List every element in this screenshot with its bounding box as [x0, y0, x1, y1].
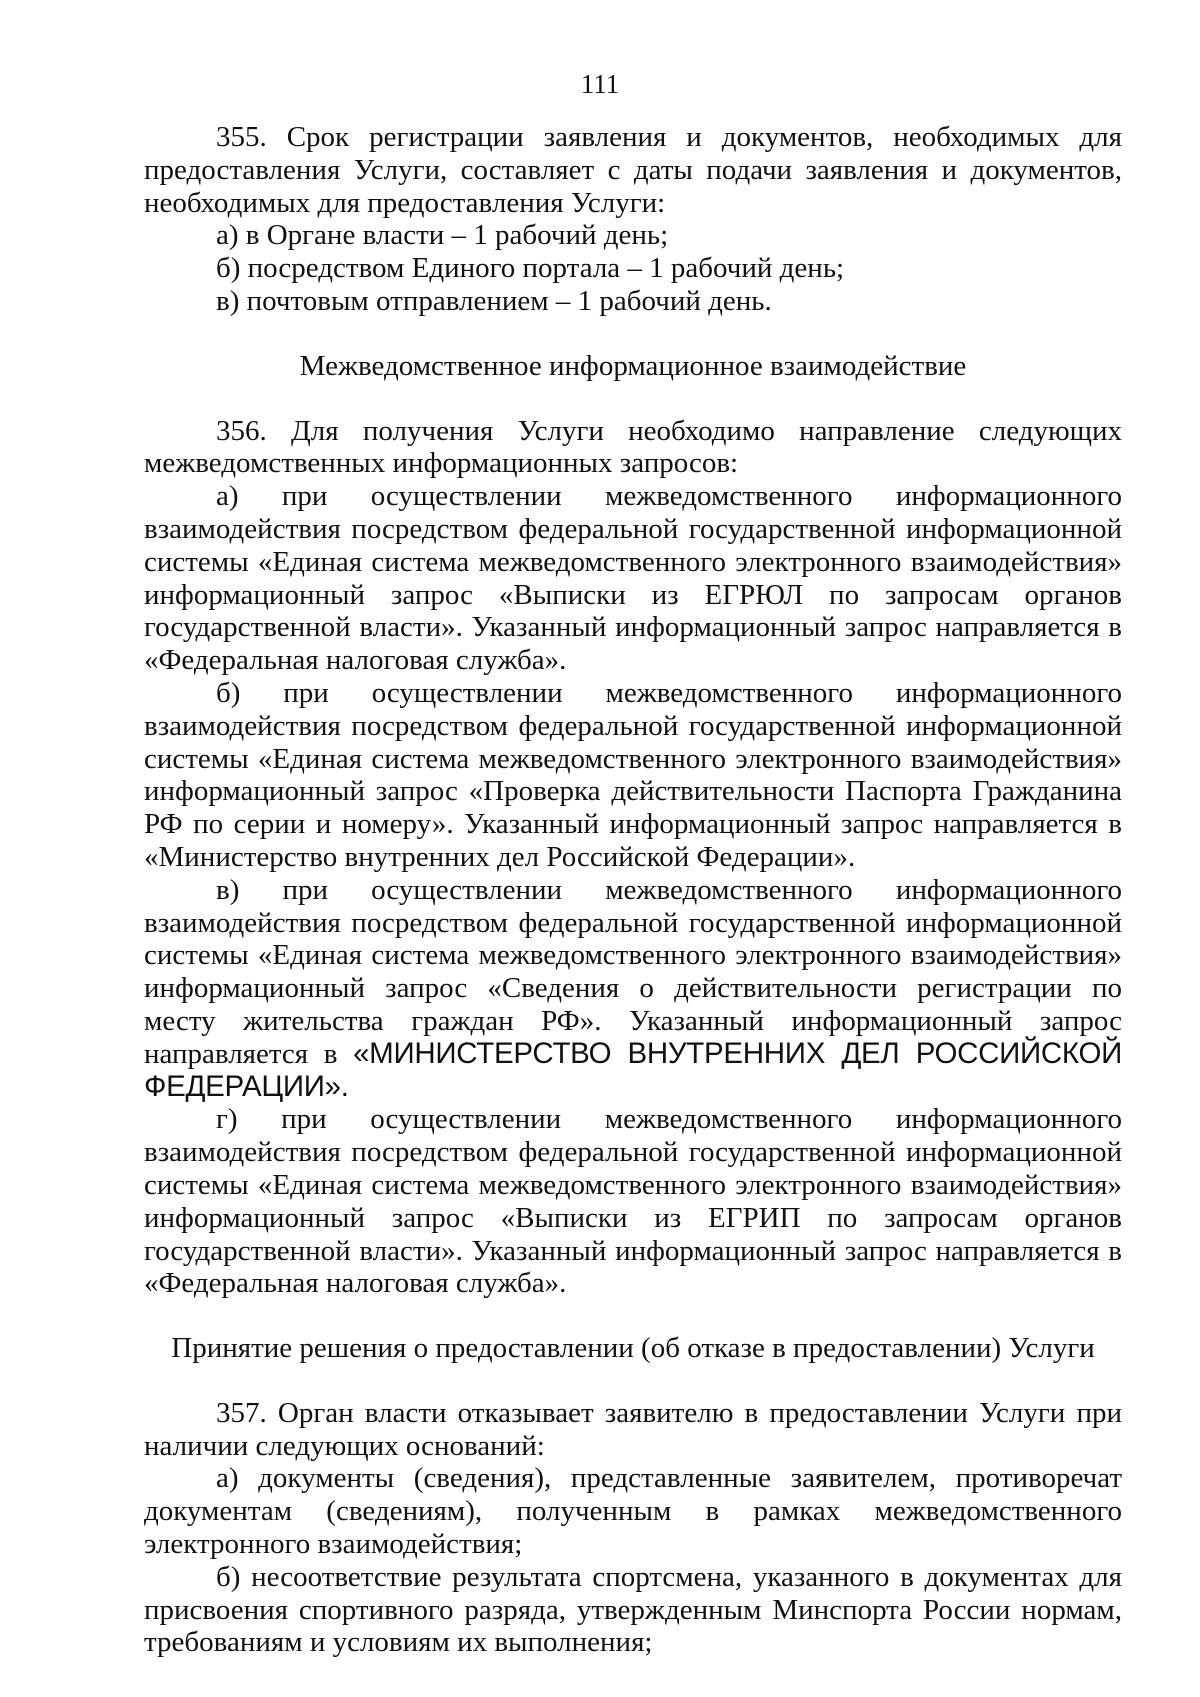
- section-heading-interagency: Межведомственное информационное взаимодействие: [299, 349, 967, 382]
- paragraph-355-item-b: б) посредством Единого портала – 1 рабочий день;: [216, 252, 845, 285]
- paragraph-355-text: 355. Срок регистрации заявления и документов, необходимых для предоставления Услуги, составляет с даты подачи заявления и документов, необходимых для предоставления Услуги:: [144, 121, 1122, 219]
- paragraph-357-item-a: а) документы (сведения), представленные заявителем, противоречат документам (сведениям), полученным в рамках межведомственного электронного взаимодействия;: [144, 1462, 1122, 1561]
- paragraph-355: [144, 121, 1122, 318]
- paragraph-357-text: 357. Орган власти отказывает заявителю в предоставлении Услуги при наличии следующих оснований:: [144, 1396, 1122, 1462]
- section-heading-decision: Принятие решения о предоставлении (об отказе в предоставлении) Услуги: [171, 1332, 1095, 1365]
- page-number: 111: [580, 69, 620, 99]
- paragraph-355-item-v: в) почтовым отправлением – 1 рабочий день.: [216, 284, 772, 317]
- spacer: [144, 1365, 1122, 1397]
- paragraph-357: [144, 1397, 1122, 1659]
- spacer: [144, 1300, 1122, 1332]
- paragraph-356-item-b: б) при осуществлении межведомственного информационного взаимодействия посредством федеральной государственной информационной системы «Единая система межведомственного электронного взаимодействия» информационный запрос «Проверка действительности Паспорта Гражданина РФ по серии и номеру». Указанный информационный запрос направляется в «Министерство внутренних дел Российской Федерации».: [144, 676, 1122, 873]
- paragraph-356-item-v-text: в) при осуществлении межведомственного информационного взаимодействия посредством федеральной государственной информационной системы «Единая система межведомственного электронного взаимодействия» информационный запрос «Сведения о действительности регистрации по месту жительства граждан РФ». Указанный информационный запрос направляется в: [144, 873, 1122, 1070]
- paragraph-356-text: 356. Для получения Услуги необходимо направление следующих межведомственных информационных запросов:: [144, 414, 1122, 480]
- paragraph-356-item-g: г) при осуществлении межведомственного информационного взаимодействия посредством федеральной государственной информационной системы «Единая система межведомственного электронного взаимодействия» информационный запрос «Выписки из ЕГРИП по запросам органов государственной власти». Указанный информационный запрос направляется в «Федеральная налоговая служба».: [144, 1103, 1122, 1300]
- spacer: [144, 383, 1122, 415]
- paragraph-356: [144, 415, 1122, 1301]
- paragraph-356-item-v: [144, 874, 1122, 1104]
- paragraph-356-item-a: а) при осуществлении межведомственного информационного взаимодействия посредством федеральной государственной информационной системы «Единая система межведомственного электронного взаимодействия» информационный запрос «Выписки из ЕГРЮЛ по запросам органов государственной власти». Указанный информационный запрос направляется в «Федеральная налоговая служба».: [144, 480, 1122, 677]
- paragraph-357-item-b: б) несоответствие результата спортсмена, указанного в документах для присвоения спортивного разряда, утвержденным Минспорта России нормам, требованиям и условиям их выполнения;: [144, 1560, 1122, 1659]
- spacer: [144, 318, 1122, 350]
- paragraph-355-item-a: а) в Органе власти – 1 рабочий день;: [216, 219, 669, 252]
- document-body: [144, 121, 1122, 1659]
- paragraph-356-item-v-recipient: «МИНИСТЕРСТВО ВНУТРЕННИХ ДЕЛ РОССИЙСКОЙ ФЕДЕРАЦИИ».: [144, 1036, 1123, 1103]
